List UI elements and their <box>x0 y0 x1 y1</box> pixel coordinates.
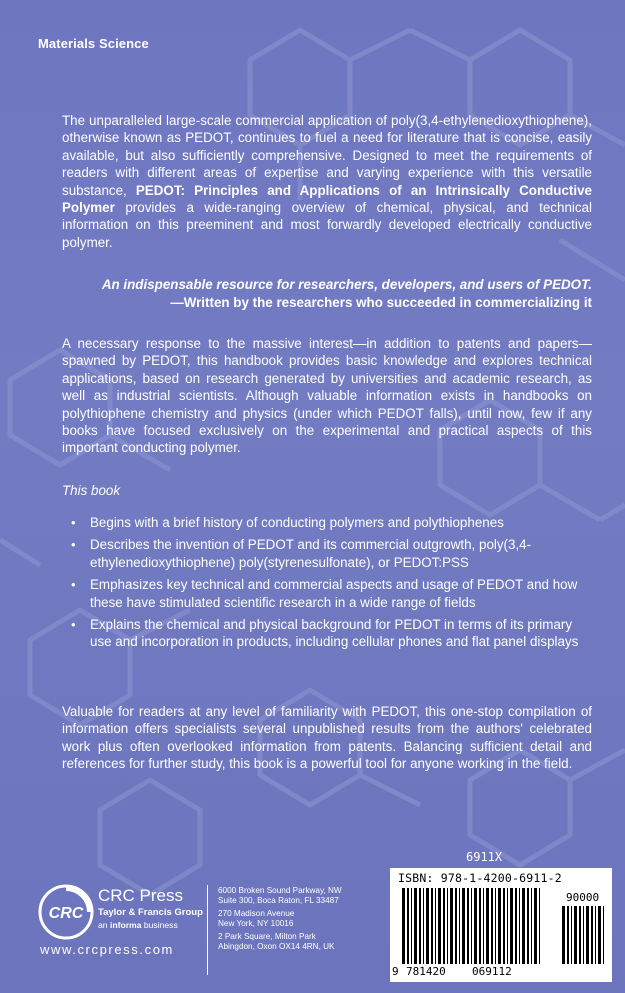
barcode-bar <box>411 888 412 964</box>
barcode-bar <box>486 888 489 964</box>
barcode-bar <box>591 906 593 964</box>
barcode-bar <box>435 888 436 964</box>
list-item-text: Emphasizes key technical and commercial aspects and usage of PEDOT and how these have stimulated scientific research in a wide range of fields <box>90 577 578 610</box>
address-line: Abingdon, Oxon OX14 4RN, UK <box>218 942 335 951</box>
intro-text-end: provides a wide-ranging overview of chemical, physical, and technical information on this preeminent and most forwardly developed electrically conductive polymer. <box>62 200 592 250</box>
tagline-prefix: an <box>98 920 110 930</box>
barcode-bar <box>574 906 577 964</box>
barcode-bar <box>498 888 501 964</box>
barcode-bar <box>527 888 529 964</box>
publisher-group: Taylor & Francis Group <box>98 907 203 918</box>
barcode-bar <box>567 906 569 964</box>
divider <box>207 885 208 975</box>
tagline-line-1: An indispensable resource for researchers, developers, and users of PEDOT. <box>101 277 592 292</box>
barcode-bar <box>515 888 517 964</box>
list-item-text: Begins with a brief history of conducting polymers and polythiophenes <box>90 515 504 530</box>
publisher-tagline <box>98 920 178 930</box>
barcode-digits <box>390 965 612 979</box>
barcode-bar <box>462 888 465 964</box>
tagline-suffix: business <box>141 920 178 930</box>
barcode-bar <box>579 906 581 964</box>
barcode-bar <box>503 888 505 964</box>
barcode-bar <box>407 888 409 964</box>
barcode-digits-left: 781420 <box>406 965 446 978</box>
list-item <box>62 576 592 611</box>
barcode-bar <box>423 888 424 964</box>
barcode-bar <box>450 888 453 964</box>
list-item-text: Explains the chemical and physical background for PEDOT in terms of its primary use and incorporation in products, including cellular phones and flat panel displays <box>90 617 579 650</box>
barcode-bar <box>443 888 445 964</box>
catalog-code: 6911X <box>466 850 503 864</box>
bullet-icon: • <box>71 515 76 530</box>
crc-logo-icon <box>38 884 94 940</box>
barcode-bar <box>474 888 477 964</box>
publisher-name: CRC Press <box>98 886 184 905</box>
barcode-bar <box>426 888 429 964</box>
barcode-bar <box>531 888 532 964</box>
barcode-digits-right: 069112 <box>472 965 512 978</box>
intro-paragraph <box>62 112 592 251</box>
isbn: ISBN: 978-1-4200-6911-2 <box>398 871 562 885</box>
barcode-bar <box>471 888 472 964</box>
tagline-line-2: —Written by the researchers who succeeded in commercializing it <box>170 295 592 310</box>
intro-text-start: The unparalleled large-scale commercial application of poly(3,4-ethylenedioxythiophene), otherwise known as PEDOT, continues to fuel a need for literature that is concise, easily available, but also sufficiently comprehensive. Designed to meet the requirements of readers with different areas of expertise and varying experience with this versatile substance, <box>62 113 592 198</box>
address-boca-raton <box>218 886 342 906</box>
barcode-bar <box>459 888 460 964</box>
bullet-icon: • <box>71 617 76 633</box>
barcode-bar <box>539 888 540 964</box>
barcode-bar <box>507 888 508 964</box>
list-item <box>62 514 592 531</box>
barcode-bar <box>510 888 513 964</box>
barcode-bar <box>483 888 484 964</box>
logo-text: CRC <box>48 905 84 922</box>
series-label: Materials Science <box>38 36 149 51</box>
barcode-bar <box>571 906 572 964</box>
barcode-bar <box>447 888 448 964</box>
address-line: New York, NY 10016 <box>218 919 294 928</box>
address-line: 2 Park Square, Milton Park <box>218 932 316 941</box>
barcode-bar <box>419 888 421 964</box>
barcode-bar <box>402 888 405 964</box>
book-title: PEDOT: Principles and Applications of an Intrinsically Conductive Polymer <box>62 182 592 216</box>
address-new-york <box>218 909 294 929</box>
tagline-brand: informa <box>109 920 142 930</box>
closing-paragraph: Valuable for readers at any level of familiarity with PEDOT, this one-stop compilation of information offers specialists several unpublished results from the authors' celebrated work plus often overlooked information from patents. Balancing sufficient detail and references for further study, this book is a powerful tool for anyone working in the field. <box>62 704 592 772</box>
barcode-bar <box>431 888 433 964</box>
barcode-bar <box>414 888 417 964</box>
feature-list <box>62 514 592 656</box>
address-line: 6000 Broken Sound Parkway, NW <box>218 886 342 895</box>
price-code: 90000 <box>566 891 600 904</box>
barcode-bar <box>495 888 496 964</box>
barcode-bar <box>467 888 469 964</box>
barcode-bar <box>479 888 481 964</box>
barcode-bar <box>562 906 565 964</box>
barcode-bar <box>586 906 589 964</box>
barcode-bar <box>603 906 604 964</box>
barcode-digit-prefix: 9 <box>392 965 399 978</box>
tagline <box>62 276 592 312</box>
website-link[interactable]: www.crcpress.com <box>40 942 174 957</box>
list-item-text: Describes the invention of PEDOT and its commercial outgrowth, poly(3,4-ethylenedioxythiophene) poly(styrenesulfonate), or PEDOT:PSS <box>90 537 532 570</box>
bullet-icon: • <box>71 537 76 553</box>
barcode-bar <box>491 888 493 964</box>
barcode-bar <box>534 888 537 964</box>
barcode-panel <box>390 868 612 982</box>
barcode-bar <box>583 906 584 964</box>
barcode-bar <box>519 888 520 964</box>
barcode-bar <box>455 888 457 964</box>
barcode-bar <box>598 906 601 964</box>
barcode-bar <box>522 888 525 964</box>
list-item <box>62 536 592 571</box>
bullet-icon: • <box>71 577 76 593</box>
address-abingdon <box>218 932 335 952</box>
description-paragraph: A necessary response to the massive interest—in addition to patents and papers—spawned by PEDOT, this handbook provides basic knowledge and explores technical applications, based on research generated by universities and academic research, as well as industrial scientists. Although valuable information exists in handbooks on polythiophene chemistry and physics (under which PEDOT falls), until now, few if any books have focused exclusively on the experimental and practical aspects of this important conducting polymer. <box>62 336 592 456</box>
this-book-label: This book <box>62 483 121 498</box>
barcode-bar <box>595 906 596 964</box>
list-item <box>62 616 592 651</box>
address-line: Suite 300, Boca Raton, FL 33487 <box>218 896 339 905</box>
address-line: 270 Madison Avenue <box>218 909 295 918</box>
barcode-bar <box>438 888 441 964</box>
